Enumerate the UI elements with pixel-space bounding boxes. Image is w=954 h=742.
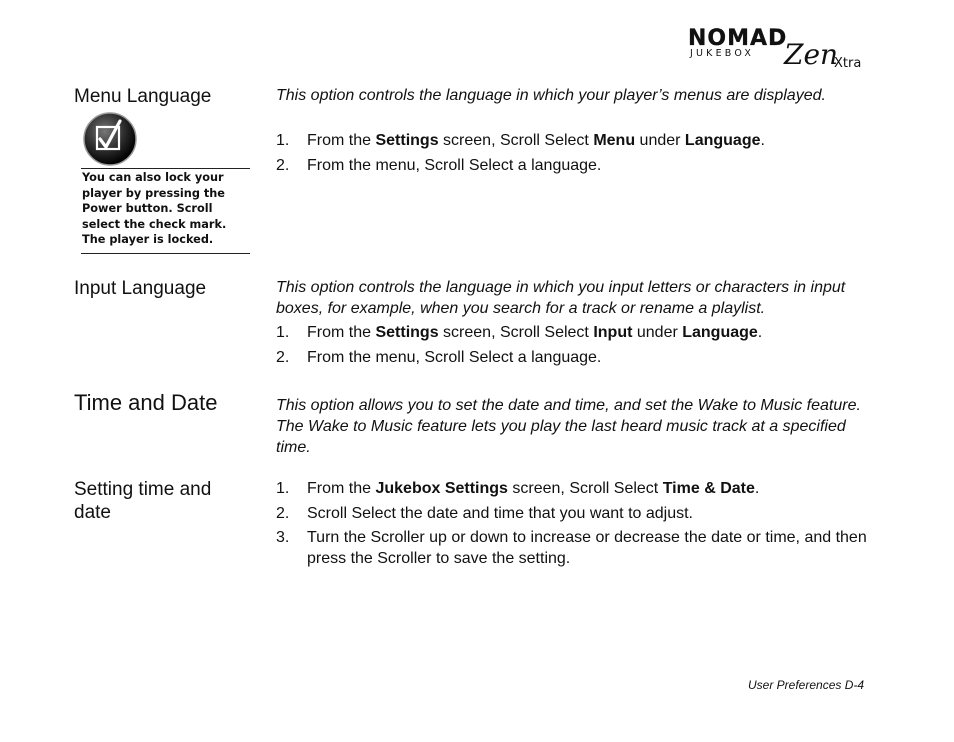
step-number: 2.: [276, 157, 290, 174]
menu-language-heading: Menu Language: [74, 86, 212, 107]
check-mark-icon: [82, 111, 138, 167]
step-number: 1.: [276, 480, 290, 497]
step-number: 1.: [276, 132, 290, 149]
step-number: 3.: [276, 529, 290, 546]
logo-zen: Zen: [784, 38, 839, 71]
step-text: From the Settings screen, Scroll Select Menu under Language.: [307, 132, 765, 149]
step-text: Turn the Scroller up or down to increase or decrease the date or time, and then press the Scroller to save the setting.: [307, 529, 867, 567]
logo-nomad: NOMAD: [688, 26, 788, 51]
time-and-date-heading: Time and Date: [74, 390, 218, 415]
logo-xtra: Xtra: [834, 56, 862, 71]
input-language-heading: Input Language: [74, 278, 207, 299]
menu-language-description: This option controls the language in which your player’s menus are displayed.: [276, 87, 826, 104]
step-number: 2.: [276, 349, 290, 366]
nomad-jukebox-zen-xtra-logo: [688, 26, 868, 74]
step-text: Scroll Select the date and time that you want to adjust.: [307, 505, 693, 522]
logo-jukebox: JUKEBOX: [690, 48, 755, 59]
step-number: 1.: [276, 324, 290, 341]
step-text: From the Jukebox Settings screen, Scroll Select Time & Date.: [307, 480, 760, 497]
setting-time-heading: Setting time and date: [74, 479, 212, 523]
page-footer: User Preferences D-4: [748, 678, 865, 692]
step-text: From the menu, Scroll Select a language.: [307, 157, 602, 174]
input-language-description: This option controls the language in which you input letters or characters in input boxes, for example, when you search for a track or rename a playlist.: [276, 279, 846, 317]
step-text: From the menu, Scroll Select a language.: [307, 349, 602, 366]
tip-note-text: You can also lock your player by pressing the Power button. Scroll select the check mark. The player is locked.: [82, 171, 227, 247]
time-and-date-description: This option allows you to set the date and time, and set the Wake to Music feature. The Wake to Music feature lets you play the last heard music track at a specified time.: [276, 397, 861, 456]
step-text: From the Settings screen, Scroll Select Input under Language.: [307, 324, 763, 341]
tip-note: [81, 168, 250, 254]
step-number: 2.: [276, 505, 290, 522]
